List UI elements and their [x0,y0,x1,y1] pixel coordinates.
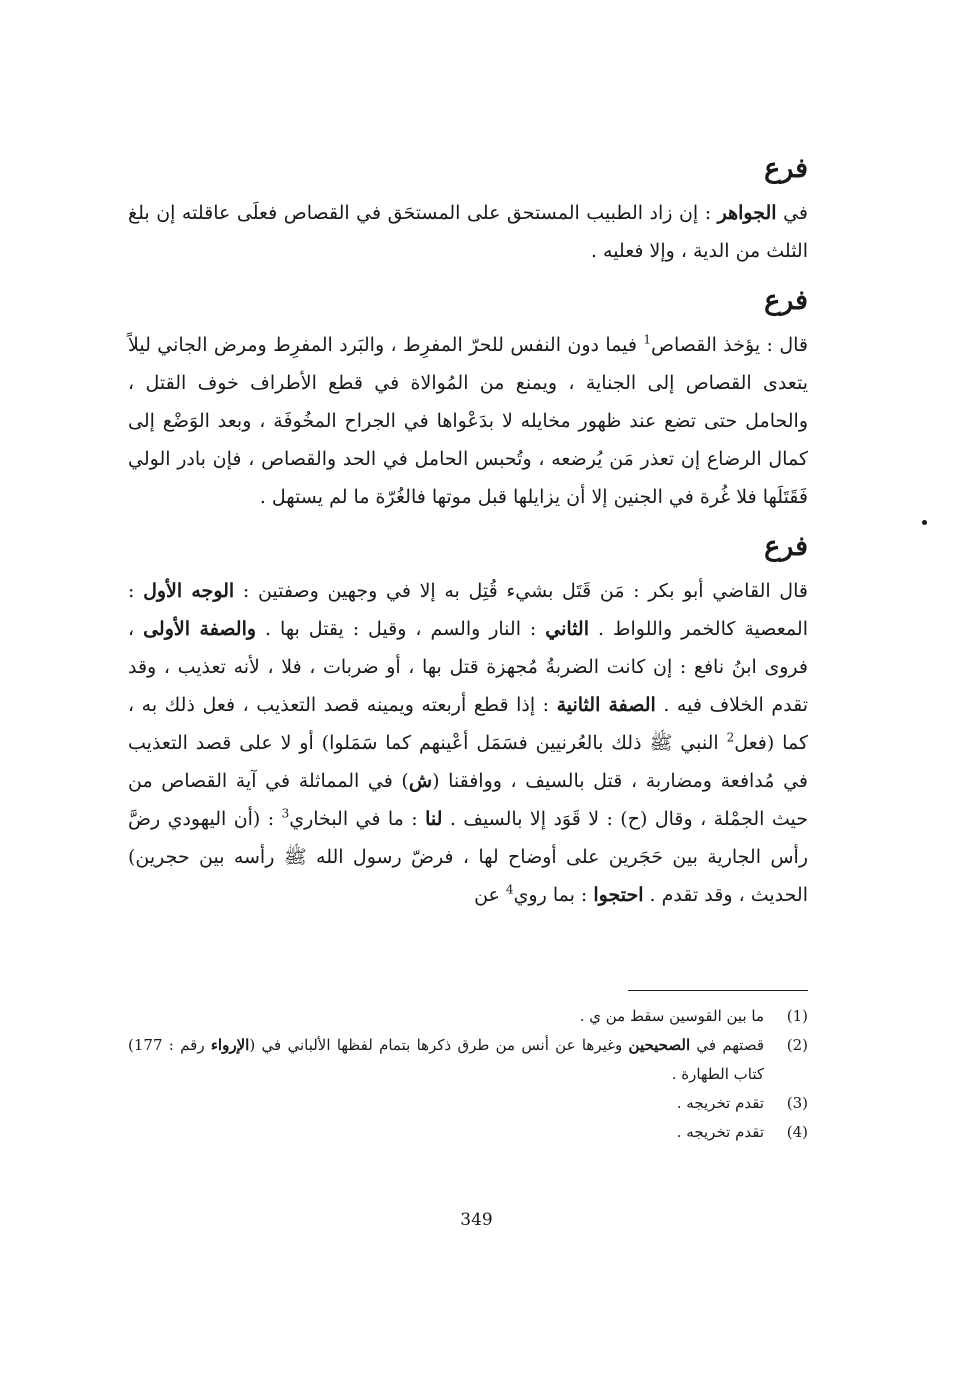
text-run: رقم : 177) كتاب الطهارة . [128,1036,764,1083]
footnote-text [128,1089,764,1118]
footnote-text [128,1031,764,1089]
bold-term: لنا [425,808,443,830]
footnote-number: (2) [786,1036,808,1054]
section-paragraph [128,572,808,914]
section-paragraph [128,326,808,516]
bold-term: الصحيحين [628,1036,691,1054]
footnote-3 [128,1089,808,1118]
footnote-ref: 1 [643,332,651,347]
text-run: : المعصية كالخمر واللواط . [128,580,808,640]
bold-term: الثاني [545,618,589,640]
footnote-ref: 4 [505,882,514,897]
text-run: قصتهم في [690,1036,765,1054]
footnote-1 [128,1002,808,1031]
footnote-4 [128,1118,808,1147]
page-number: 349 [460,1210,493,1230]
bold-term: الوجه الأول [143,580,235,602]
footnote-ref: 3 [281,806,290,821]
text-run: فيما دون النفس للحرّ المفرِط ، والبَرد المفرِط ومرض الجاني ليلاً يتعدى القصاص إلى الجناية ، ويمنع من المُوالاة في قطع الأطراف خوف القتل ، والحامل حتى تضع عند ظهور مخايله لا بدَعْواها في الجراح المخُوفَة ، وبعد الوَضْع إلى كمال الرضاع إن تعذر مَن يُرضعه ، وتُحبس الحامل في الحد والقصاص ، فإن بادر الولي فَقَتَلَها فلا غُرة في الجنين إلا أن يزايلها قبل موتها فالغُرّة ما لم يستهل . [128,334,808,508]
section-heading: فرع [764,285,808,316]
footnote-ref: 2 [726,730,735,745]
bold-term: الإرواء [210,1036,250,1054]
text-run: وغيرها عن أنس من طرق ذكرها بتمام لفظها الألباني في ( [249,1036,629,1054]
text-run: : النار والسم ، وقيل : يقتل بها . [256,618,546,640]
section-1 [128,150,808,270]
bold-term: الجواهر [717,202,777,224]
text-run: عن [474,884,506,906]
margin-dot [922,520,927,525]
main-text [128,150,808,926]
section-paragraph [128,194,808,270]
section-heading: فرع [764,153,808,184]
text-run: : إذا قطع أربعته ويمينه قصد التعذيب ، فعل ذلك به ، كما (فعل [128,694,808,754]
section-3 [128,528,808,914]
bold-term: ش [408,770,433,792]
text-run: تقدم تخريجه . [676,1094,764,1112]
text-run: النبي ﷺ ذلك بالعُرنيين فسَمَل أعْينهم كما سَمَلوا) أو لا على قصد التعذيب في مُدافعة ومضاربة ، قتل بالسيف ، ووافقنا ( [128,732,808,792]
text-run: : بما روي [513,884,594,906]
text-run: : إن زاد الطبيب المستحق على المستحَق في القصاص فعلَى عاقلته إن بلغ الثلث من الدية ، وإلا فعليه . [128,202,808,262]
bold-term: والصفة الأولى [143,618,257,640]
footnote-divider [628,990,808,991]
footnote-text [128,1118,764,1147]
text-run: : ما في البخاري [289,808,426,830]
text-run: ) في المماثلة في آية القصاص من حيث الجمْلة ، وقال (ح) : لا قَوَد إلا بالسيف . [128,770,808,830]
text-run: في [776,202,808,224]
bold-term: احتجوا [593,884,644,906]
footnote-2 [128,1031,808,1089]
text-run: : (أن اليهودي رضَّ رأس الجارية بين حَجَرين على أوضاح لها ، فرضّ رسول الله ﷺ رأسه بين حجرين) الحديث ، وقد تقدم . [128,808,808,906]
footnotes [128,1002,808,1147]
bold-term: الصفة الثانية [556,694,656,716]
text-run: تقدم تخريجه . [676,1123,764,1141]
text-run: قال : يؤخذ القصاص [651,334,808,356]
footnote-number: (4) [786,1123,808,1141]
footnote-number: (1) [786,1007,808,1025]
section-heading: فرع [764,531,808,562]
text-run: ، فروى ابنُ نافع : إن كانت الضربةُ مُجهزة قتل بها ، أو ضربات ، فلا ، لأنه تعذيب ، وقد تقدم الخلاف فيه . [128,618,809,716]
text-run: ما بين القوسين سقط من ي . [579,1007,764,1025]
footnote-number: (3) [786,1094,808,1112]
text-run: قال القاضي أبو بكر : مَن قَتَل بشيء قُتِل به إلا في وجهين وصفتين : [234,580,808,602]
section-2 [128,282,808,516]
footnote-text [128,1002,764,1031]
